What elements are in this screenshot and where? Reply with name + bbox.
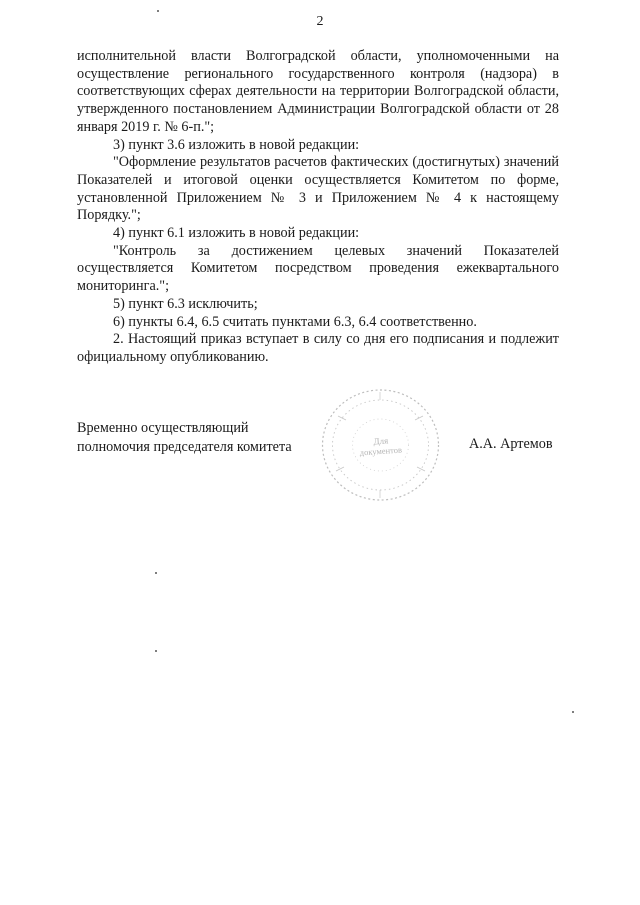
signatory-position: [77, 419, 292, 457]
document-body: [77, 48, 559, 367]
page-number: 2: [316, 14, 324, 29]
signatory-position-line1: Временно осуществляющий: [77, 420, 249, 436]
svg-text:Для: Для: [373, 435, 389, 447]
scan-speck: [572, 711, 574, 713]
paragraph-quote-6-1: "Контроль за достижением целевых значений Показателей осуществляется Комитетом посредством проведения ежеквартального мониторинга.";: [77, 242, 559, 295]
scan-speck: [157, 10, 159, 12]
paragraph-continuation: исполнительной власти Волгоградской области, уполномоченными на осуществление регионального государственного контроля (надзора) в соответствующих сферах деятельности на территории Волгоградской области, утвержденного постановлением Администрации Волгоградской области от 28 января 2019 г. № 6-п.";: [77, 48, 559, 135]
official-seal-stamp: [318, 386, 443, 504]
paragraph-item-3: 3) пункт 3.6 изложить в новой редакции:: [113, 136, 360, 153]
svg-text:документов: документов: [359, 444, 403, 458]
signatory-position-line2: полномочия председателя комитета: [77, 439, 292, 455]
scan-speck: [155, 650, 157, 652]
signatory-name: А.А. Артемов: [469, 436, 553, 452]
paragraph-item-5: 5) пункт 6.3 исключить;: [113, 295, 258, 312]
scan-speck: [155, 572, 157, 574]
paragraph-quote-3-6: "Оформление результатов расчетов фактических (достигнутых) значений Показателей и итоговой оценки осуществляется Комитетом по форме, установленной Приложением № 3 и Приложением № 4 к настоящему Порядку.";: [77, 154, 559, 224]
paragraph-item-4: 4) пункт 6.1 изложить в новой редакции:: [113, 225, 360, 242]
paragraph-item-6: 6) пункты 6.4, 6.5 считать пунктами 6.3, 6.4 соответственно.: [113, 313, 477, 330]
paragraph-effective-clause: 2. Настоящий приказ вступает в силу со дня его подписания и подлежит официальному опубликованию.: [77, 331, 559, 365]
